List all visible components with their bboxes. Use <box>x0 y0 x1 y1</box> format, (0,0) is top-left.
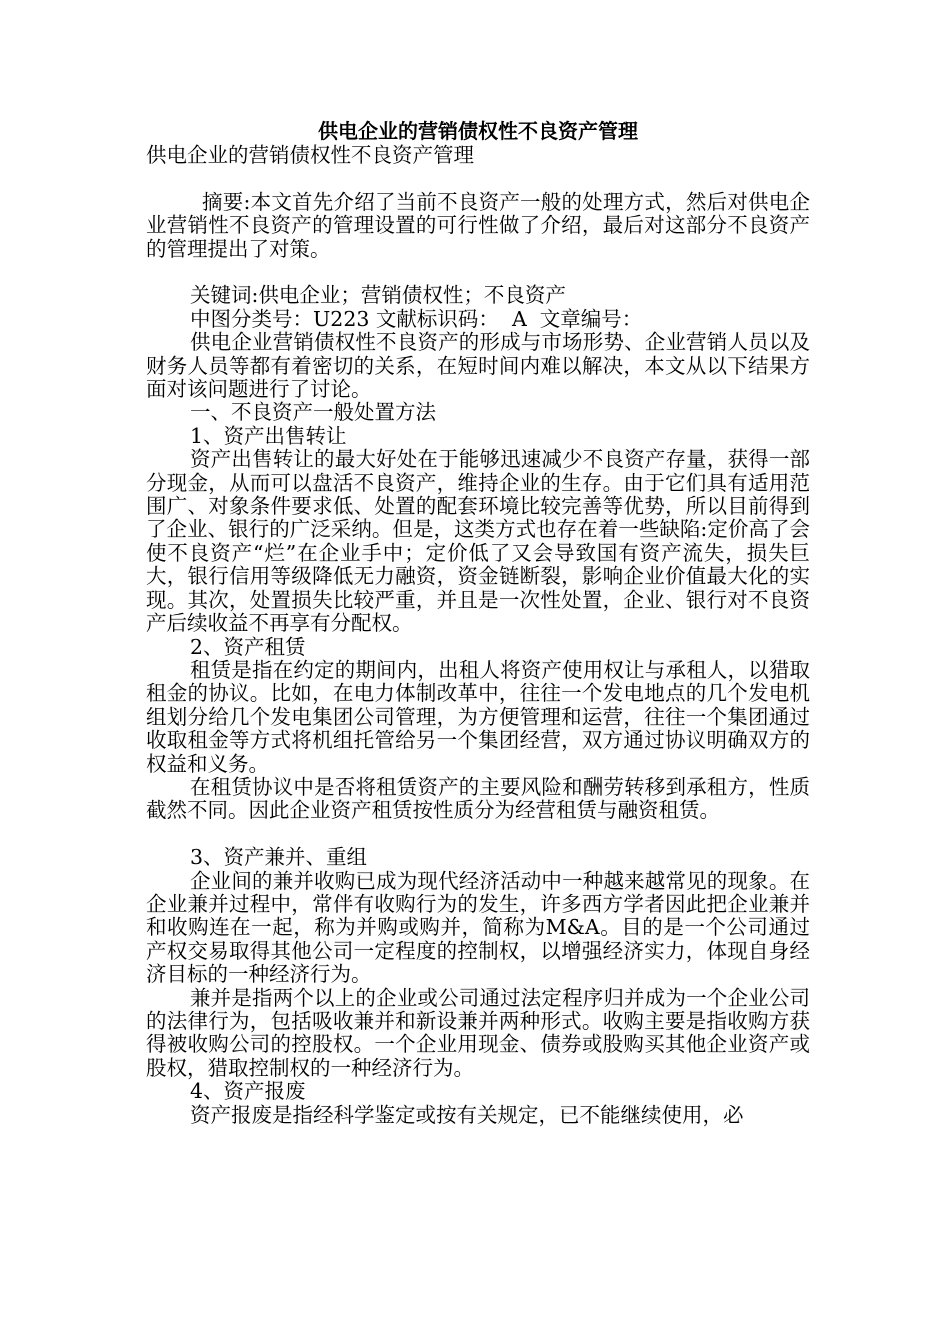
body-paragraph: 资产出售转让的最大好处在于能够迅速减少不良资产存量，获得一部分现金，从而可以盘活不良资产，维持企业的生存。由于它们具有适用范围广、对象条件要求低、处置的配套环境比较完善等优势，所以目前得到了企业、银行的广泛采纳。但是，这类方式也存在着一些缺陷:定价高了会使不良资产“烂”在企业手中；定价低了又会导致国有资产流失，损失巨大，银行信用等级降低无力融资，资金链断裂，影响企业价值最大化的实现。其次，处置损失比较严重，并且是一次性处置，企业、银行对不良资产后续收益不再享有分配权。 <box>146 447 810 636</box>
body-paragraph: 企业间的兼并收购已成为现代经济活动中一种越来越常见的现象。在企业兼并过程中，常伴有收购行为的发生，许多西方学者因此把企业兼并和收购连在一起，称为并购或购并，简称为M&A。目的是一个公司通过产权交易取得其他公司一定程度的控制权，以增强经济实力，体现自身经济目标的一种经济行为。 <box>146 868 810 987</box>
spacer <box>146 167 810 190</box>
abstract-paragraph: 摘要:本文首先介绍了当前不良资产一般的处理方式，然后对供电企业营销性不良资产的管理设置的可行性做了介绍，最后对这部分不良资产的管理提出了对策。 <box>146 189 810 261</box>
spacer <box>146 823 810 846</box>
classification-line: 中图分类号：U223 文献标识码： A 文章编号： <box>190 306 643 331</box>
section-heading: 一、不良资产一般处置方法 <box>190 400 436 425</box>
body-paragraph: 兼并是指两个以上的企业或公司通过法定程序归并成为一个企业公司的法律行为，包括吸收兼并和新设兼并两种形式。收购主要是指收购方获得被收购公司的控股权。一个企业用现金、债券或股购买其他企业资产或股权，猎取控制权的一种经济行为。 <box>146 985 810 1080</box>
document-title: 供电企业的营销债权性不良资产管理 <box>318 119 638 143</box>
document-page <box>146 118 810 1127</box>
body-paragraph: 在租赁协议中是否将租赁资产的主要风险和酬劳转移到承租方，性质截然不同。因此企业资产租赁按性质分为经营租赁与融资租赁。 <box>146 774 810 823</box>
keywords-line: 关键词:供电企业；营销债权性；不良资产 <box>190 283 566 308</box>
subsection-heading: 2、资产租赁 <box>190 634 306 659</box>
body-paragraph: 资产报废是指经科学鉴定或按有关规定，已不能继续使用，必 <box>190 1102 744 1127</box>
body-paragraph: 租赁是指在约定的期间内，出租人将资产使用权让与承租人，以猎取租金的协议。比如，在电力体制改革中，往往一个发电地点的几个发电机组划分给几个发电集团公司管理，为方便管理和运营，往往一个集团通过收取租金等方式将机组托管给另一个集团经营，双方通过协议明确双方的权益和义务。 <box>146 657 810 776</box>
spacer <box>146 261 810 284</box>
document-subtitle: 供电企业的营销债权性不良资产管理 <box>146 143 474 167</box>
subsection-heading: 4、资产报废 <box>190 1079 306 1104</box>
subsection-heading: 1、资产出售转让 <box>190 423 347 448</box>
subsection-heading: 3、资产兼并、重组 <box>190 845 368 870</box>
intro-paragraph: 供电企业营销债权性不良资产的形成与市场形势、企业营销人员以及财务人员等都有着密切的关系，在短时间内难以解决，本文从以下结果方面对该问题进行了讨论。 <box>146 330 810 402</box>
